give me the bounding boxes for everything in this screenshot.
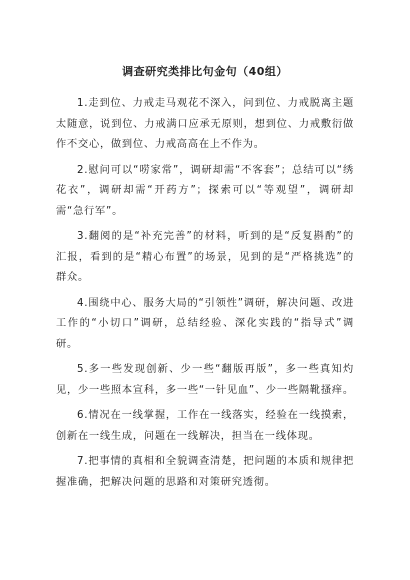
paragraph-3: 3.翻阅的是“补充完善”的材料，听到的是“反复斟酌”的汇报，看到的是“精心布置”的场景，见到的是“严格挑选”的群众。 [56,231,354,283]
paragraph-5: 5.多一些发现创新、少一些“翻版再版”，多一些真知灼见，少一些照本宣科，多一些“一针见血”、少一些隔靴搔痒。 [56,364,354,396]
paragraph-6: 6.情况在一线掌握，工作在一线落实，经验在一线摸索，创新在一线生成，问题在一线解决，担当在一线体现。 [56,410,354,442]
document-title: 调查研究类排比句金句（40组） [122,65,288,78]
paragraph-1: 1.走到位、力戒走马观花不深入，问到位、力戒脱离主题太随意，说到位、力戒满口应承无原则，想到位、力戒敷衍做作不交心，做到位、力戒高高在上不作为。 [56,98,354,150]
paragraph-4: 4.围绕中心、服务大局的“引领性”调研，解决问题、改进工作的“小切口”调研，总结经验、深化实践的“指导式”调研。 [56,297,354,350]
paragraph-2: 2.慰问可以“唠家常”，调研却需“不客套”；总结可以“绣花衣”，调研却需“开药方”；探索可以“等观望”，调研却需“急行军”。 [56,164,354,217]
paragraph-7: 7.把事情的真相和全貌调查清楚，把问题的本质和规律把握准确，把解决问题的思路和对策研究透彻。 [56,456,354,488]
